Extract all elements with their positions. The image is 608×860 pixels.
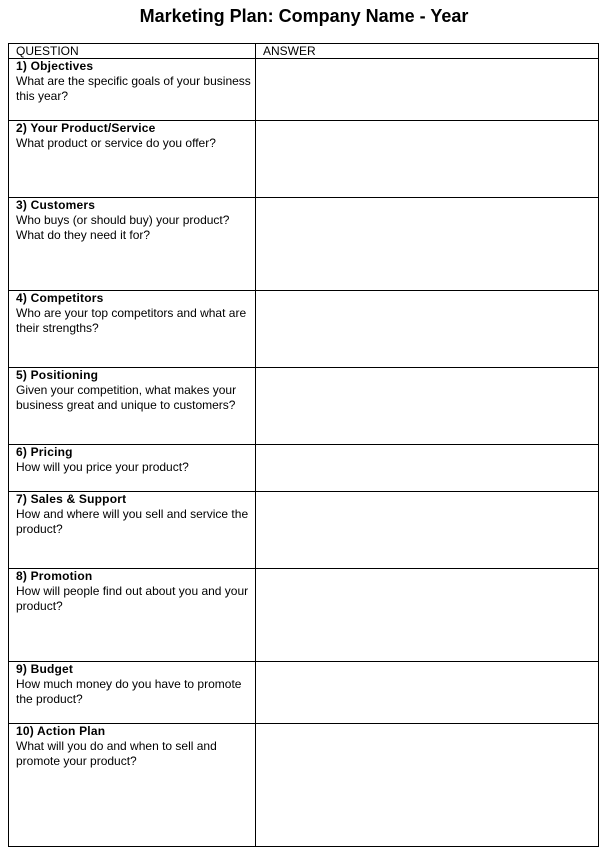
question-title: 9) Budget [16, 662, 74, 676]
table-row [9, 724, 599, 847]
answer-cell[interactable] [256, 492, 599, 569]
page-title: Marketing Plan: Company Name - Year [139, 6, 469, 26]
question-title: 3) Customers [16, 198, 96, 212]
table-row [9, 492, 599, 569]
question-text: Who buys (or should buy) your product? What do they need it for? [16, 213, 230, 242]
question-text: Given your competition, what makes your business great and unique to customers? [16, 383, 237, 412]
answer-column-header: ANSWER [256, 44, 599, 59]
question-title: 7) Sales & Support [16, 492, 127, 506]
question-title: 10) Action Plan [16, 724, 106, 738]
table-row [9, 59, 599, 121]
question-cell [9, 445, 256, 492]
question-title: 4) Competitors [16, 291, 104, 305]
question-cell [9, 59, 256, 121]
question-cell [9, 569, 256, 662]
answer-cell[interactable] [256, 569, 599, 662]
table-row [9, 121, 599, 198]
question-text: How will people find out about you and your product? [16, 584, 249, 613]
question-title: 5) Positioning [16, 368, 99, 382]
answer-cell[interactable] [256, 291, 599, 368]
question-cell [9, 662, 256, 724]
answer-cell[interactable] [256, 445, 599, 492]
question-cell [9, 121, 256, 198]
question-cell [9, 724, 256, 847]
question-cell [9, 492, 256, 569]
table-row [9, 569, 599, 662]
question-text: What product or service do you offer? [16, 136, 216, 150]
answer-cell[interactable] [256, 724, 599, 847]
question-title: 8) Promotion [16, 569, 93, 583]
question-text: What will you do and when to sell and promote your product? [16, 739, 217, 768]
question-column-header: QUESTION [9, 44, 256, 59]
question-text: What are the specific goals of your business this year? [16, 74, 251, 103]
question-text: How will you price your product? [16, 460, 189, 474]
question-cell [9, 368, 256, 445]
table-row [9, 445, 599, 492]
table-row [9, 291, 599, 368]
question-text: How and where will you sell and service the product? [16, 507, 249, 536]
question-text: How much money do you have to promote the product? [16, 677, 242, 706]
marketing-plan-table [8, 43, 599, 847]
question-text: Who are your top competitors and what are their strengths? [16, 306, 247, 335]
question-cell [9, 198, 256, 291]
answer-cell[interactable] [256, 121, 599, 198]
answer-cell[interactable] [256, 59, 599, 121]
answer-cell[interactable] [256, 662, 599, 724]
question-cell [9, 291, 256, 368]
table-row [9, 662, 599, 724]
answer-cell[interactable] [256, 368, 599, 445]
question-title: 2) Your Product/Service [16, 121, 156, 135]
answer-cell[interactable] [256, 198, 599, 291]
table-row [9, 198, 599, 291]
table-row [9, 368, 599, 445]
table-header-row [9, 44, 599, 59]
question-title: 6) Pricing [16, 445, 73, 459]
question-title: 1) Objectives [16, 59, 94, 73]
